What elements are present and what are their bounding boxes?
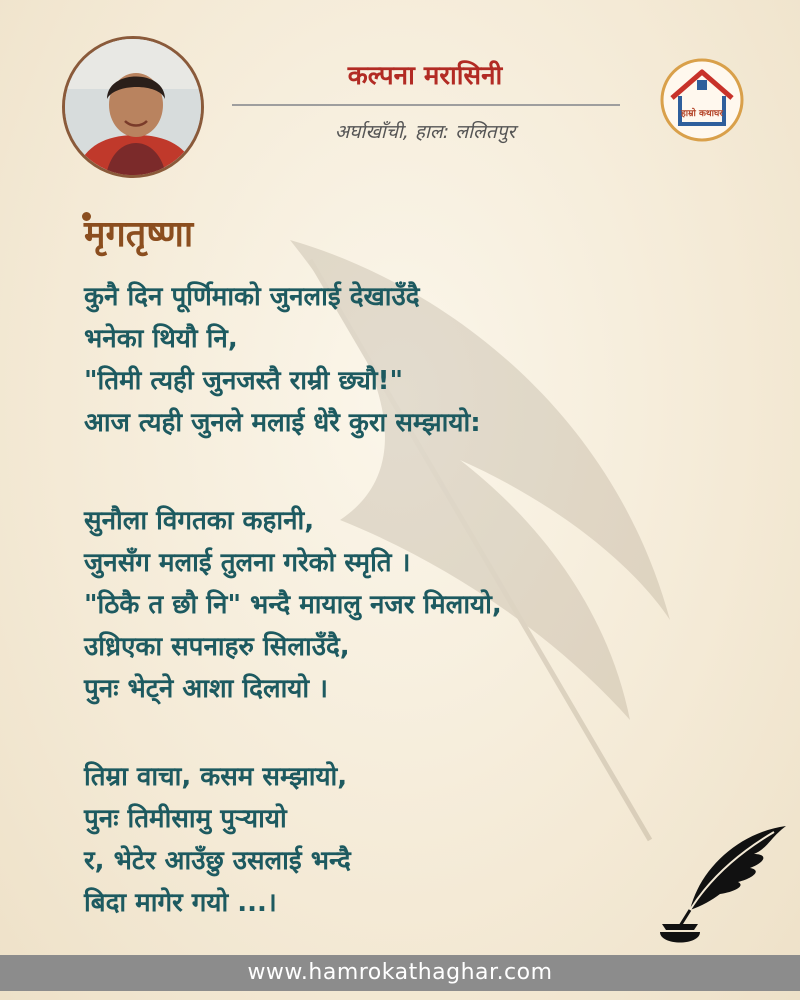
- header-divider: [232, 104, 620, 106]
- poem-stanza-2: [84, 500, 502, 710]
- website-footer[interactable]: www.hamrokathaghar.com: [0, 955, 800, 991]
- poem-line: "ठिकै त छौ नि" भन्दै मायालु नजर मिलायो,: [84, 590, 502, 620]
- poem-line: आज त्यही जुनले मलाई धेरै कुरा सम्झायो:: [84, 408, 481, 438]
- poem-line: "तिमी त्यही जुनजस्तै राम्री छ्यौ!": [84, 366, 404, 396]
- poem-line: तिम्रा वाचा, कसम सम्झायो,: [84, 762, 348, 792]
- author-avatar: [62, 36, 204, 178]
- author-place: अर्घाखाँची, हाल: ललितपुर: [334, 121, 516, 143]
- author-name: कल्पना मरासिनी: [347, 61, 503, 91]
- poem-line: पुनः तिमीसामु पुऱ्यायो: [84, 804, 287, 834]
- quill-inkpot-icon: [650, 818, 790, 950]
- poem-title: मृगतृष्णा: [84, 214, 194, 255]
- poem-stanza-1: [84, 276, 481, 444]
- poem-stanza-3: [84, 756, 351, 924]
- person-portrait-icon: [65, 39, 204, 178]
- poem-line: जुनसँग मलाई तुलना गरेको स्मृति ।: [84, 548, 411, 578]
- poem-line: बिदा मागेर गयो ...।: [84, 888, 277, 918]
- poem-line: कुनै दिन पूर्णिमाको जुनलाई देखाउँदै: [84, 282, 420, 312]
- poem-line: पुनः भेट्ने आशा दिलायो ।: [84, 674, 329, 704]
- hamro-kathaghar-logo: [660, 52, 744, 148]
- poem-line: र, भेटेर आउँछु उसलाई भन्दै: [84, 846, 351, 876]
- poem-line: भनेका थियौ नि,: [84, 324, 238, 354]
- poem-line: सुनौला विगतका कहानी,: [84, 506, 315, 536]
- poem-line: उध्रिएका सपनाहरु सिलाउँदै,: [84, 632, 350, 662]
- logo-text: हाम्रो कथाघर: [681, 109, 723, 119]
